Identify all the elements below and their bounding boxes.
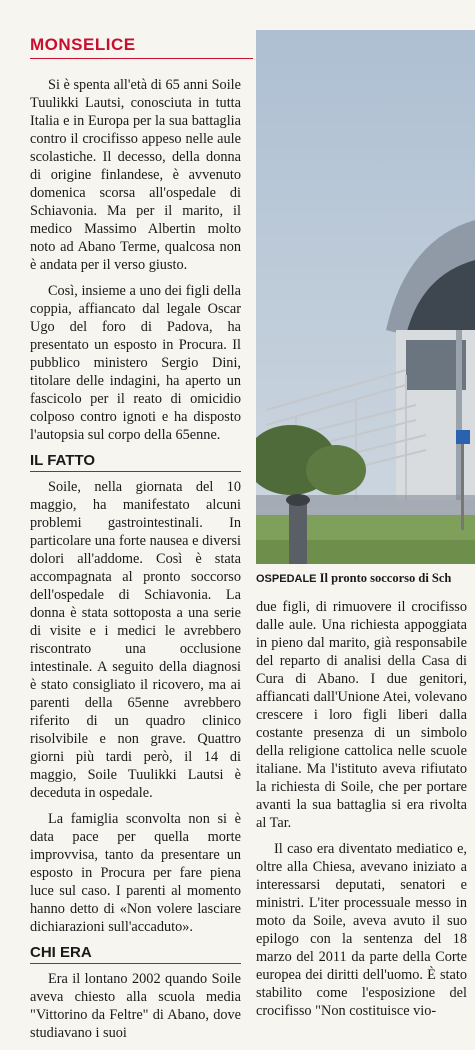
caption-tag: OSPEDALE xyxy=(256,573,317,585)
article-paragraph: Si è spenta all'età di 65 anni Soile Tuulikki Lautsi, conosciuta in tutta Italia e in Europa per la sua battaglia contro il crocifisso appeso nelle aule scolastiche. Il decesso, della donna di origine finlandese, è avvenuto domenica scorsa all'ospedale di Schiavonia. Ma per il marito, il medico Massimo Albertin molto noto ad Abano Terme, qualcosa non è andata per il verso giusto. xyxy=(30,77,241,273)
article-column-1 xyxy=(30,76,241,1050)
article-paragraph: Era il lontano 2002 quando Soile aveva chiesto alla scuola media "Vittorino da Feltre" di Abano, dove studiavano i suoi xyxy=(30,971,241,1041)
article-paragraph: due figli, di rimuovere il crocifisso dalle aule. Una richiesta appoggiata in pieno dal marito, già responsabile del reparto di analisi della Casa di Cura di Abano. I due genitori, affiancati dall'Unione Atei, volevano crescere i loro figli liberi dalla costante presenza di un simbolo della religione cattolica nelle scuole italiane. Ma l'istituto aveva rifiutato la richiesta di Soile, che per portare avanti la sua battaglia si era rivolta al Tar. xyxy=(256,599,467,831)
caption-text: Il pronto soccorso di Sch xyxy=(319,571,452,585)
subheading-chi-era: CHI ERA xyxy=(30,944,241,964)
article-paragraph: Così, insieme a uno dei figli della coppia, affiancato dal legale Oscar Ugo del foro di Padova, ha presentato un esposto in Procura. Il pubblico ministero Sergio Dini, titolare delle indagini, ha aperto un fascicolo per il reato di omicidio colposo contro ignoti e ha disposto l'autopsia sul corpo della 65enne. xyxy=(30,283,241,443)
article-paragraph: La famiglia sconvolta non si è data pace per quella morte improvvisa, tanto da presentare un esposto in Procura per fare piena luce sul caso. I parenti al momento hanno detto di «Non volere lasciare dichiarazioni sull'accaduto». xyxy=(30,811,241,935)
article-paragraph: Soile, nella giornata del 10 maggio, ha manifestato alcuni problemi gastrointestinali. In particolare una forte nausea e diversi dolori all'addome. Così è stata accompagnata al pronto soccorso dell'ospedale di Schiavonia. La donna è stata sottoposta a una serie di visite e i medici le avrebbero riscontrato una occlusione intestinale. A seguito della diagnosi è stato consigliato il ricovero, ma ai parenti della 65enne avrebbero riferito di un quadro clinico risolvibile e non grave. Quattro giorni più tardi però, il 14 di maggio, Soile Tuulikki Lautsi è deceduta in ospedale. xyxy=(30,479,241,801)
photo-caption xyxy=(256,570,475,587)
article-paragraph: Il caso era diventato mediatico e, oltre alla Chiesa, avevano iniziato a interessarsi deputati, senatori e ministri. L'iter processuale messo in moto da Soile, aveva avuto il suo epilogo con la sentenza del 18 marzo del 2011 da parte della Corte europea dei diritti dell'uomo. È stato stabilito come l'esposizione del crocifisso "Non costituisce vio- xyxy=(256,841,467,1019)
section-title: MONSELICE xyxy=(30,34,253,59)
hospital-photo xyxy=(256,30,475,564)
subheading-il-fatto: IL FATTO xyxy=(30,452,241,472)
article-column-2 xyxy=(256,598,467,1028)
